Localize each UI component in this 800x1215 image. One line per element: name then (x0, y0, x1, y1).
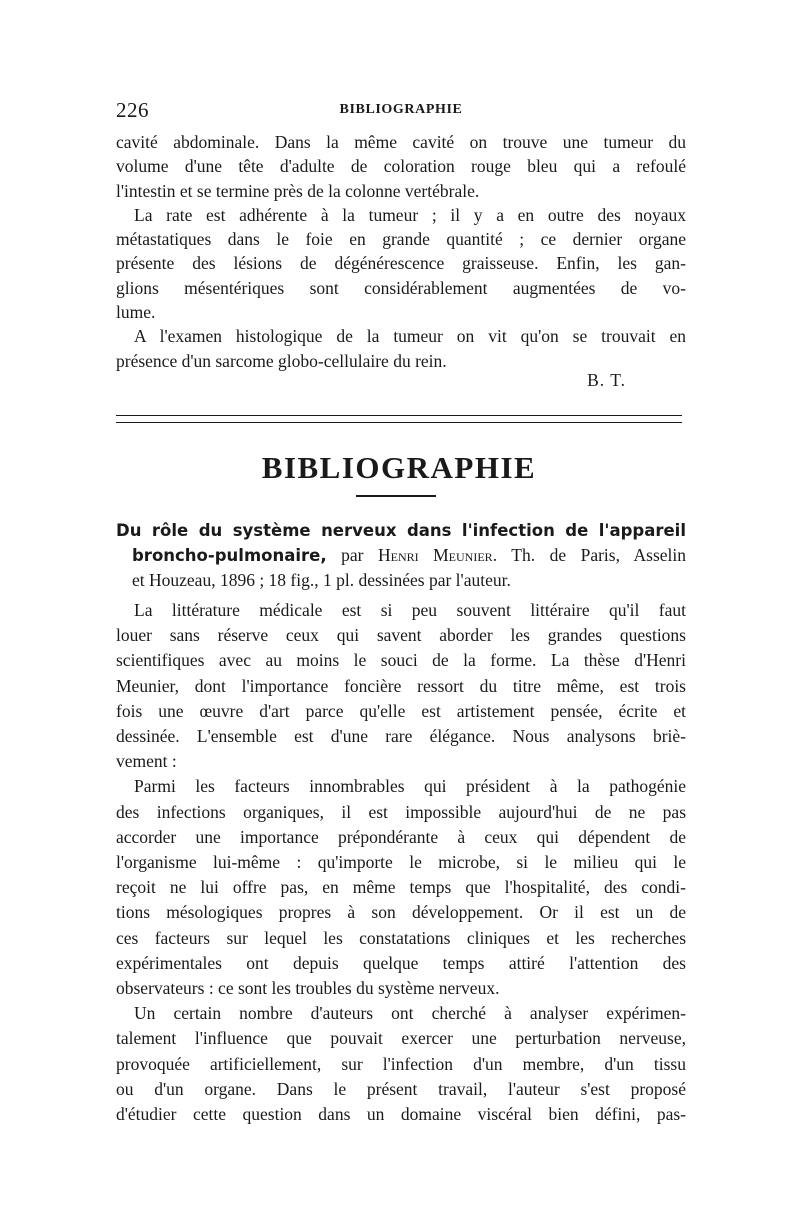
text-line: talement l'influence que pouvait exercer une perturbation nerveuse, (116, 1028, 686, 1049)
entry-title-line: Du rôle du système nerveux dans l'infection de l'appareil (116, 521, 686, 540)
running-title: BIBLIOGRAPHIE (339, 102, 463, 117)
bibliography-entry-heading (116, 518, 686, 593)
text-line: volume d'une tête d'adulte de coloration rouge bleu qui a refoulé (116, 156, 686, 177)
text-line: observateurs : ce sont les troubles du système nerveux. (116, 978, 500, 999)
entry-title-continued: broncho-pulmonaire, (132, 546, 327, 565)
entry-publication: . Th. de Paris, Asselin (492, 545, 686, 565)
text-line: louer sans réserve ceux qui savent aborder les grandes questions (116, 625, 686, 646)
text-line: Un certain nombre d'auteurs ont cherché à analyser expérimen- (134, 1003, 686, 1024)
article-signature: B. T. (587, 370, 626, 390)
section-divider-bottom (116, 422, 682, 423)
entry-title-line-2 (116, 543, 686, 568)
text-line: Parmi les facteurs innombrables qui président à la pathogénie (134, 776, 686, 797)
review-text (116, 598, 686, 1127)
text-line: La rate est adhérente à la tumeur ; il y a en outre des noyaux (134, 204, 686, 225)
text-line: dessinée. L'ensemble est d'une rare élégance. Nous analysons briè- (116, 726, 686, 747)
text-line: cavité abdominale. Dans la même cavité on trouve une tumeur du (116, 132, 686, 152)
text-line: tions mésologiques propres à son développement. Or il est un de (116, 902, 686, 923)
text-line: ou d'un organe. Dans le présent travail, l'auteur s'est proposé (116, 1078, 686, 1099)
entry-author: Henri Meunier (377, 545, 493, 565)
previous-article-text (116, 130, 686, 373)
text-line: La littérature médicale est si peu souvent littéraire qu'il faut (134, 600, 686, 620)
section-title: BIBLIOGRAPHIE (261, 450, 537, 485)
text-line: ces facteurs sur lequel les constatations cliniques et les recherches (116, 927, 686, 948)
text-line: métastatiques dans le foie en grande quantité ; ce dernier organe (116, 229, 686, 250)
text-line: expérimentales ont depuis quelque temps attiré l'attention des (116, 952, 686, 973)
text-line: d'étudier cette question dans un domaine viscéral bien défini, pas- (116, 1104, 686, 1125)
text-line: scientifiques avec au moins le souci de la forme. La thèse d'Henri (116, 650, 686, 671)
section-divider-top (116, 415, 682, 416)
entry-publication-details: et Houzeau, 1896 ; 18 fig., 1 pl. dessinées par l'auteur. (132, 570, 511, 590)
text-line: Meunier, dont l'importance foncière ressort du titre même, est trois (116, 675, 686, 696)
text-line: vement : (116, 751, 177, 772)
page-number: 226 (116, 98, 149, 122)
page-header (116, 98, 686, 126)
title-underline (356, 495, 436, 497)
entry-by: par (326, 545, 378, 565)
text-line: fois une œuvre d'art parce qu'elle est artistement pensée, écrite et (116, 700, 686, 721)
text-line: l'intestin et se termine près de la colonne vertébrale. (116, 180, 480, 201)
text-line: présente des lésions de dégénérescence graisseuse. Enfin, les gan- (116, 253, 686, 274)
text-line: glions mésentériques sont considérablement augmentées de vo- (116, 277, 686, 298)
text-line: présence d'un sarcome globo-cellulaire du rein. (116, 350, 447, 371)
text-line: l'organisme lui-même : qu'importe le microbe, si le milieu qui le (116, 852, 686, 873)
text-line: reçoit ne lui offre pas, en même temps que l'hospitalité, des condi- (116, 877, 686, 898)
text-line: accorder une importance prépondérante à ceux qui dépendent de (116, 826, 686, 847)
text-line: provoquée artificiellement, sur l'infection d'un membre, d'un tissu (116, 1053, 686, 1074)
text-line: des infections organiques, il est impossible aujourd'hui de ne pas (116, 801, 686, 822)
text-line: A l'examen histologique de la tumeur on vit qu'on se trouvait en (134, 326, 686, 347)
text-line: lume. (116, 302, 156, 323)
